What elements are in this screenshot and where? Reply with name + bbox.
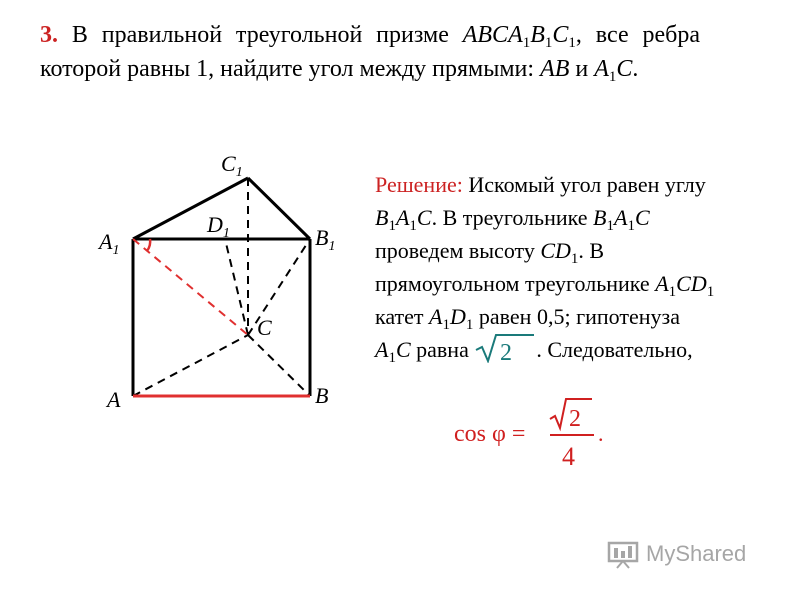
label-b1: $B_1$	[315, 225, 336, 254]
label-b: B	[315, 383, 329, 408]
label-a1: $A_1$	[99, 229, 120, 258]
formula-end: .	[598, 421, 604, 446]
solution-label: Решение:	[375, 172, 463, 197]
sqrt-two-inline	[474, 333, 536, 363]
formula-numerator: 2	[569, 406, 581, 432]
solution-text: Решение: Искомый угол равен углу $B_1A_1C$. В треугольнике $B_1A_1C$ проведем высоту $CD_1$. В прямоугольном треугольнике $A_1CD_1$ катет $A_1D_1$ равен 0,5; гипотенуза $A_1C$ равна 2 . Следовательно,	[375, 172, 715, 366]
segment-c-d1	[225, 239, 248, 335]
label-d1: $D_1$	[207, 212, 230, 241]
edge-c1-b1	[248, 178, 310, 239]
logo-text: MyShared	[646, 541, 747, 566]
problem-statement: 3. В правильной треугольной призме $ABCA_1B_1C_1$, все ребра которой равны 1, найдите угол между прямыми: AB и $A_1C$.	[40, 22, 700, 85]
formula-denominator: 4	[562, 442, 575, 471]
cosine-formula	[452, 395, 622, 475]
formula-lhs: cos φ =	[454, 421, 526, 447]
edge-a-c	[133, 335, 248, 396]
label-c: C	[257, 315, 272, 340]
segment-a1-c	[133, 239, 248, 335]
svg-text:2: 2	[500, 340, 513, 363]
angle-arc	[147, 239, 150, 251]
label-a: A	[107, 387, 121, 412]
edge-a1-c1	[133, 178, 248, 239]
presentation-board-icon	[606, 539, 640, 569]
prism-figure	[95, 145, 365, 415]
myshared-logo	[606, 536, 766, 572]
label-c1: $C_1$	[221, 151, 243, 180]
edge-c-b	[248, 335, 310, 396]
problem-number: 3.	[40, 22, 58, 48]
